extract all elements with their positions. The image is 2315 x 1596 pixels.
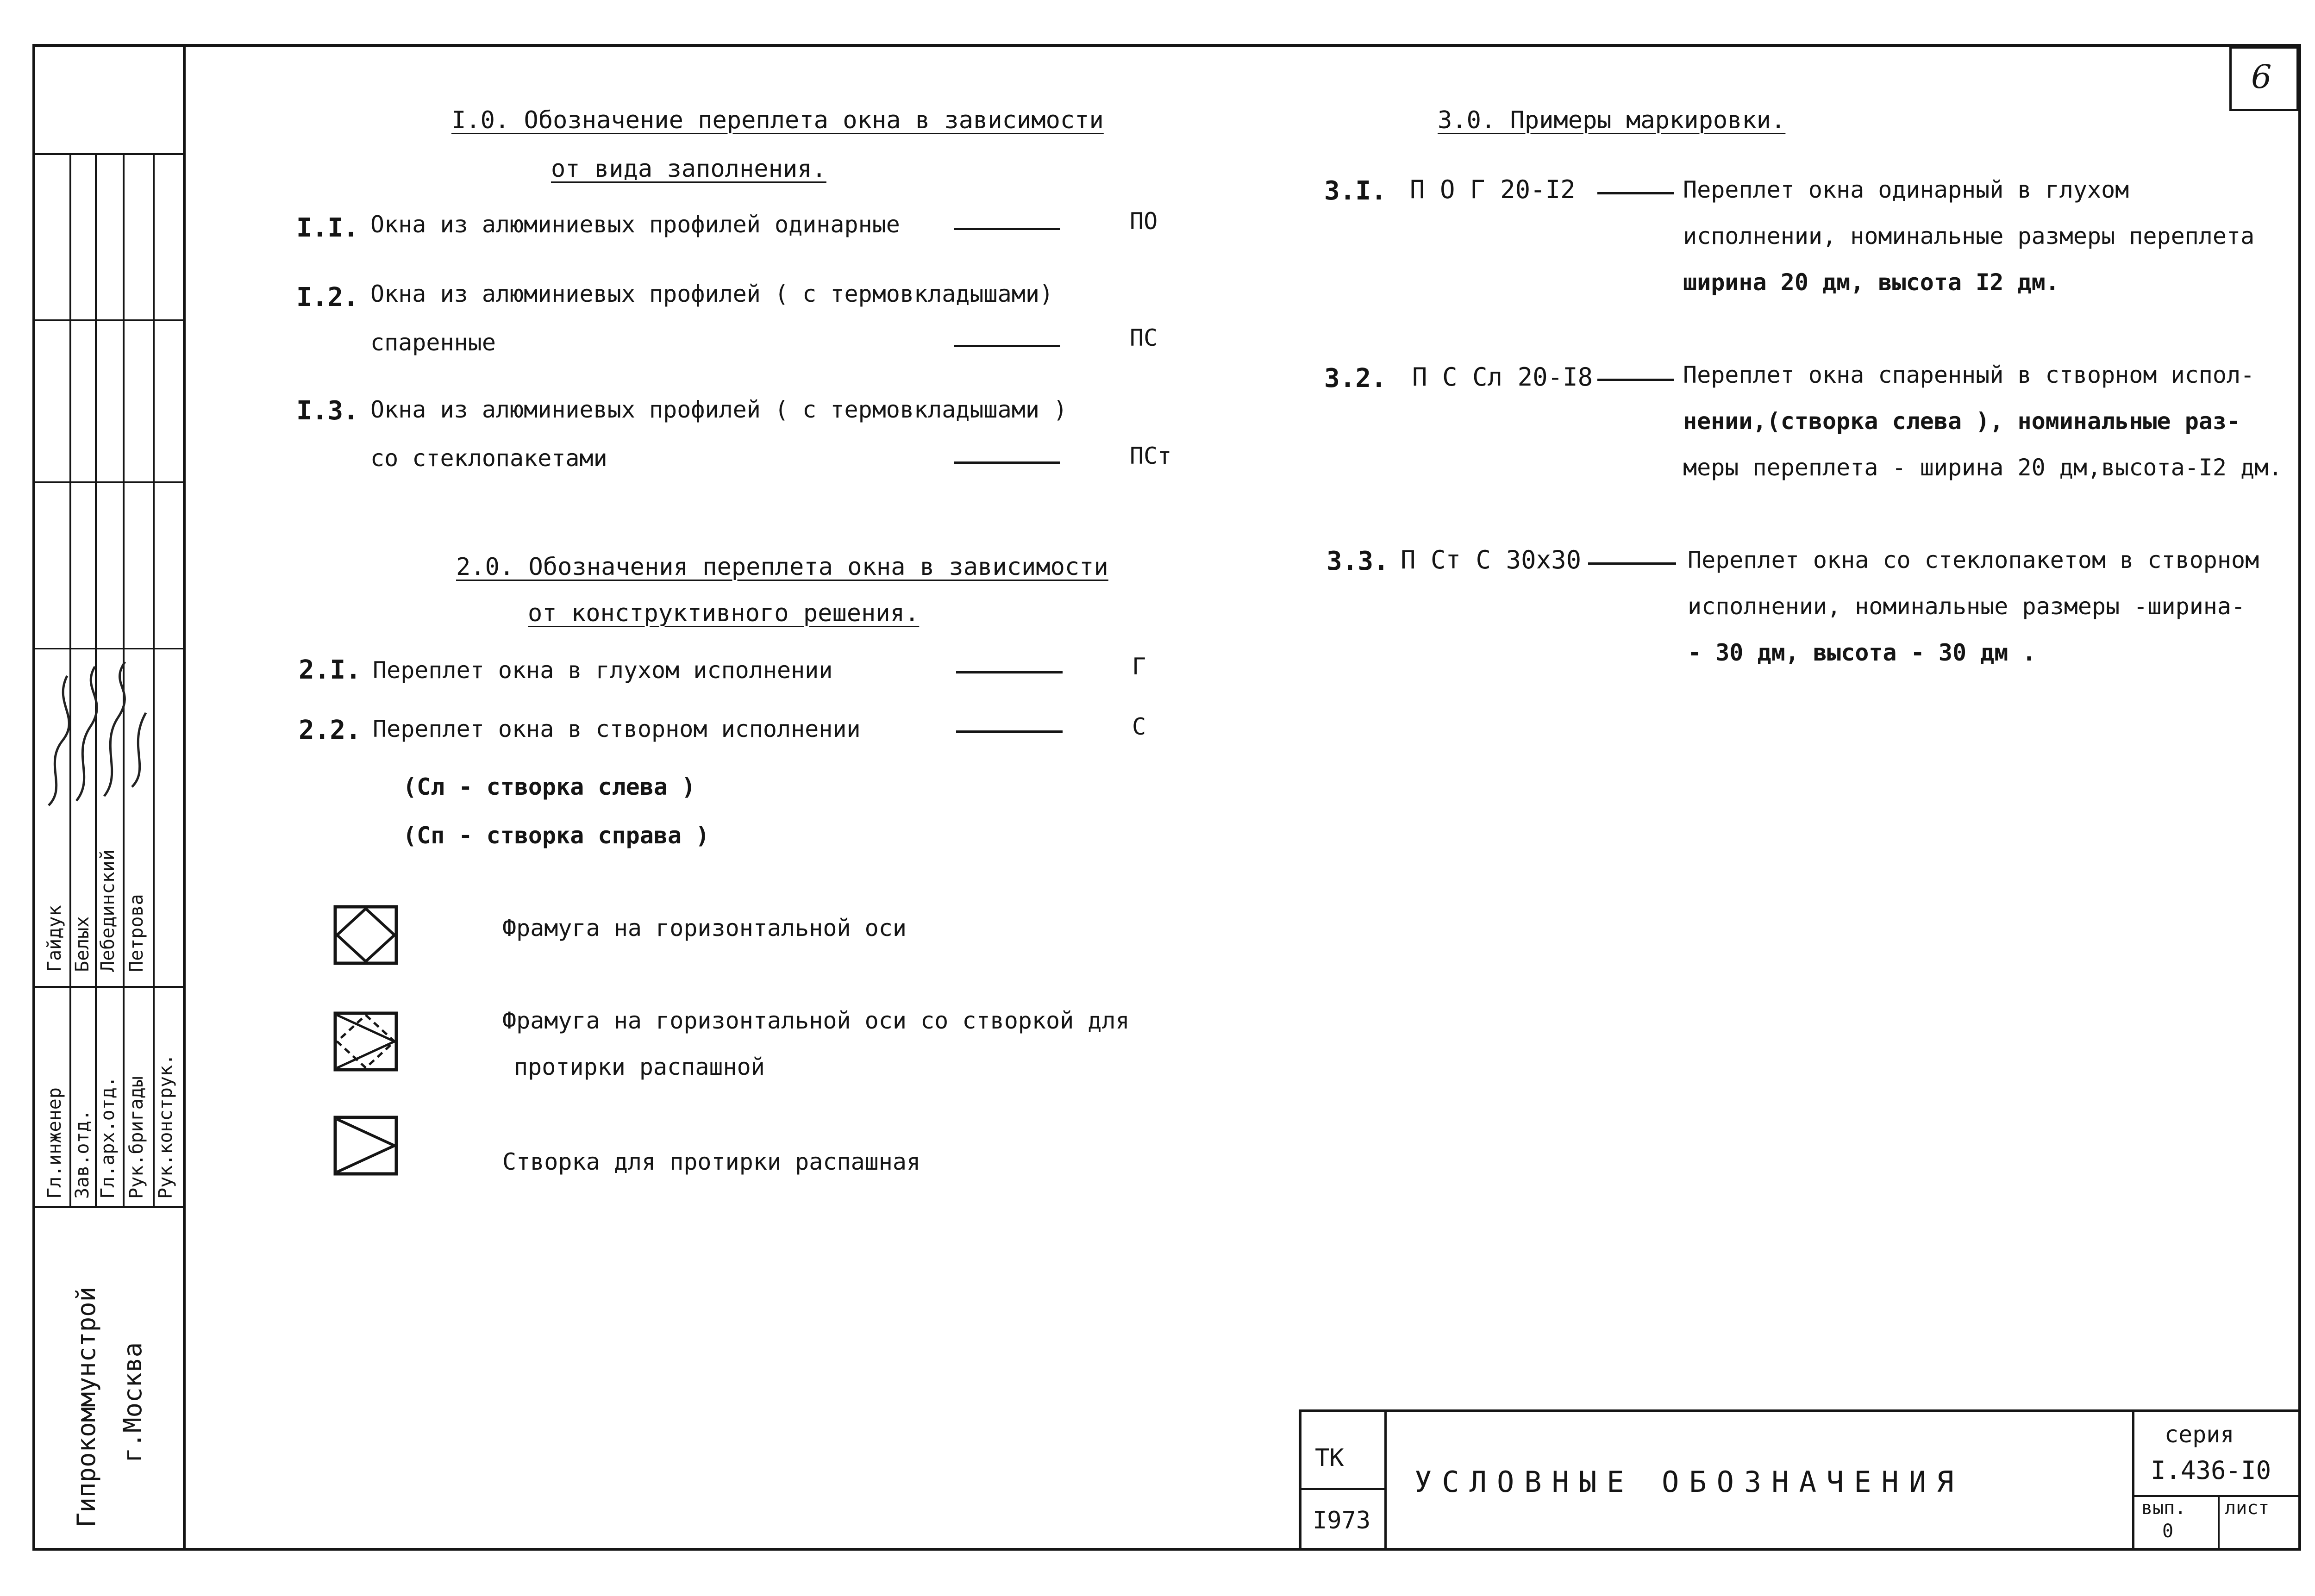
inner-frame-left bbox=[183, 44, 186, 1551]
item-1-3-number: I.3. bbox=[296, 396, 359, 426]
note-left-sash: (Сл - створка слева ) bbox=[403, 773, 696, 800]
item-1-3-dash bbox=[954, 461, 1060, 464]
stamp-role-1: Гл.инженер bbox=[44, 1087, 65, 1199]
stamp-name-3: Лебединский bbox=[97, 849, 119, 972]
stamp-role-3: Гл.арх.отд. bbox=[97, 1076, 119, 1199]
item-2-2-text: Переплет окна в створном исполнении bbox=[373, 716, 861, 742]
stamp-role-2: Зав.отд. bbox=[72, 1110, 93, 1199]
example-3-2-line1: Переплет окна спаренный в створном испол- bbox=[1683, 362, 2255, 388]
example-3-3-number: 3.3. bbox=[1326, 546, 1389, 576]
example-3-1-line2: исполнении, номинальные размеры переплета bbox=[1683, 223, 2255, 249]
section2-title-line2: от конструктивного решения. bbox=[528, 599, 920, 627]
example-3-3-code: П Ст С 30х30 bbox=[1401, 545, 1582, 574]
item-2-1-dash bbox=[956, 671, 1063, 673]
transom-with-sash-icon bbox=[333, 1011, 398, 1072]
example-3-2-code: П С Сл 20-I8 bbox=[1412, 362, 1593, 392]
swing-sash-icon bbox=[333, 1116, 398, 1176]
example-3-3-line1: Переплет окна со стеклопакетом в створном bbox=[1688, 547, 2259, 574]
item-1-2-dash bbox=[954, 345, 1060, 347]
drawing-title: УСЛОВНЫЕ ОБОЗНАЧЕНИЯ bbox=[1414, 1465, 1964, 1499]
section1-title-line2: от вида заполнения. bbox=[551, 155, 826, 183]
item-1-2-number: I.2. bbox=[296, 282, 359, 312]
item-1-1-dash bbox=[954, 228, 1060, 230]
series-value: I.436-I0 bbox=[2151, 1456, 2271, 1485]
section2-title-line1: 2.0. Обозначения переплета окна в зависимости bbox=[456, 553, 1108, 581]
example-3-1-number: 3.I. bbox=[1324, 176, 1387, 206]
sheet-label: лист bbox=[2225, 1497, 2270, 1519]
title-block-org-code: ТК bbox=[1315, 1444, 1344, 1472]
item-2-1-number: 2.I. bbox=[299, 655, 361, 685]
stamp-role-5: Рук.конструк. bbox=[155, 1054, 176, 1199]
example-3-2-number: 3.2. bbox=[1324, 363, 1387, 393]
example-3-3-dash bbox=[1588, 562, 1676, 565]
example-3-2-line3: меры переплета - ширина 20 дм,высота-I2 дм. bbox=[1683, 454, 2283, 481]
item-1-3-text2: со стеклопакетами bbox=[370, 445, 607, 472]
stamp-name-2: Белых bbox=[72, 916, 93, 972]
title-block-year: I973 bbox=[1313, 1507, 1371, 1534]
example-3-2-dash bbox=[1597, 379, 1674, 381]
item-1-3-text: Окна из алюминиевых профилей ( с термовкладышами ) bbox=[370, 396, 1068, 423]
item-2-2-number: 2.2. bbox=[299, 715, 361, 745]
item-2-1-code: Г bbox=[1132, 653, 1146, 680]
legend-1-text: Фрамуга на горизонтальной оси bbox=[502, 915, 907, 941]
item-2-2-code: С bbox=[1132, 713, 1146, 740]
section1-title-line1: I.0. Обозначение переплета окна в зависимости bbox=[451, 106, 1104, 134]
stamp-name-4: Петрова bbox=[126, 894, 147, 972]
item-1-2-text2: спаренные bbox=[370, 329, 496, 356]
fixed-transom-diamond-icon bbox=[333, 905, 398, 965]
example-3-1-dash bbox=[1597, 192, 1674, 194]
item-2-1-text: Переплет окна в глухом исполнении bbox=[373, 657, 833, 684]
issue-label: вып. bbox=[2141, 1497, 2186, 1519]
stamp-role-4: Рук.бригады bbox=[126, 1076, 147, 1199]
note-right-sash: (Сп - створка справа ) bbox=[403, 822, 710, 849]
legend-2-text: Фрамуга на горизонтальной оси со створкой для bbox=[502, 1007, 1130, 1034]
item-1-1-number: I.I. bbox=[296, 213, 359, 243]
item-1-1-code: ПО bbox=[1130, 208, 1158, 235]
sheet-number: 6 bbox=[2251, 58, 2272, 96]
item-2-2-dash bbox=[956, 730, 1063, 733]
example-3-1-line1: Переплет окна одинарный в глухом bbox=[1683, 176, 2129, 203]
signatures-icon bbox=[39, 648, 160, 815]
issue-value: 0 bbox=[2162, 1521, 2174, 1542]
item-1-2-text: Окна из алюминиевых профилей ( с термовкладышами) bbox=[370, 281, 1054, 307]
section3-title: 3.0. Примеры маркировки. bbox=[1438, 106, 1786, 134]
series-label: серия bbox=[2165, 1421, 2234, 1448]
item-1-3-code: ПСт bbox=[1130, 443, 1172, 469]
legend-2-text2: протирки распашной bbox=[514, 1054, 765, 1080]
stamp-org-city: г.Москва bbox=[118, 1342, 147, 1463]
example-3-3-line2: исполнении, номинальные размеры -ширина- bbox=[1688, 593, 2246, 620]
item-1-1-text: Окна из алюминиевых профилей одинарные bbox=[370, 211, 900, 238]
item-1-2-code: ПС bbox=[1130, 324, 1158, 351]
example-3-2-line2: нении,(створка слева ), номинальные раз- bbox=[1683, 408, 2241, 435]
stamp-org-name: Гипрокоммунстрой bbox=[72, 1286, 101, 1527]
legend-3-text: Створка для протирки распашная bbox=[502, 1148, 921, 1175]
example-3-3-line3: - 30 дм, высота - 30 дм . bbox=[1688, 639, 2036, 666]
stamp-name-1: Гайдук bbox=[44, 905, 65, 972]
example-3-1-code: П О Г 20-I2 bbox=[1410, 175, 1576, 204]
example-3-1-line3: ширина 20 дм, высота I2 дм. bbox=[1683, 269, 2059, 296]
